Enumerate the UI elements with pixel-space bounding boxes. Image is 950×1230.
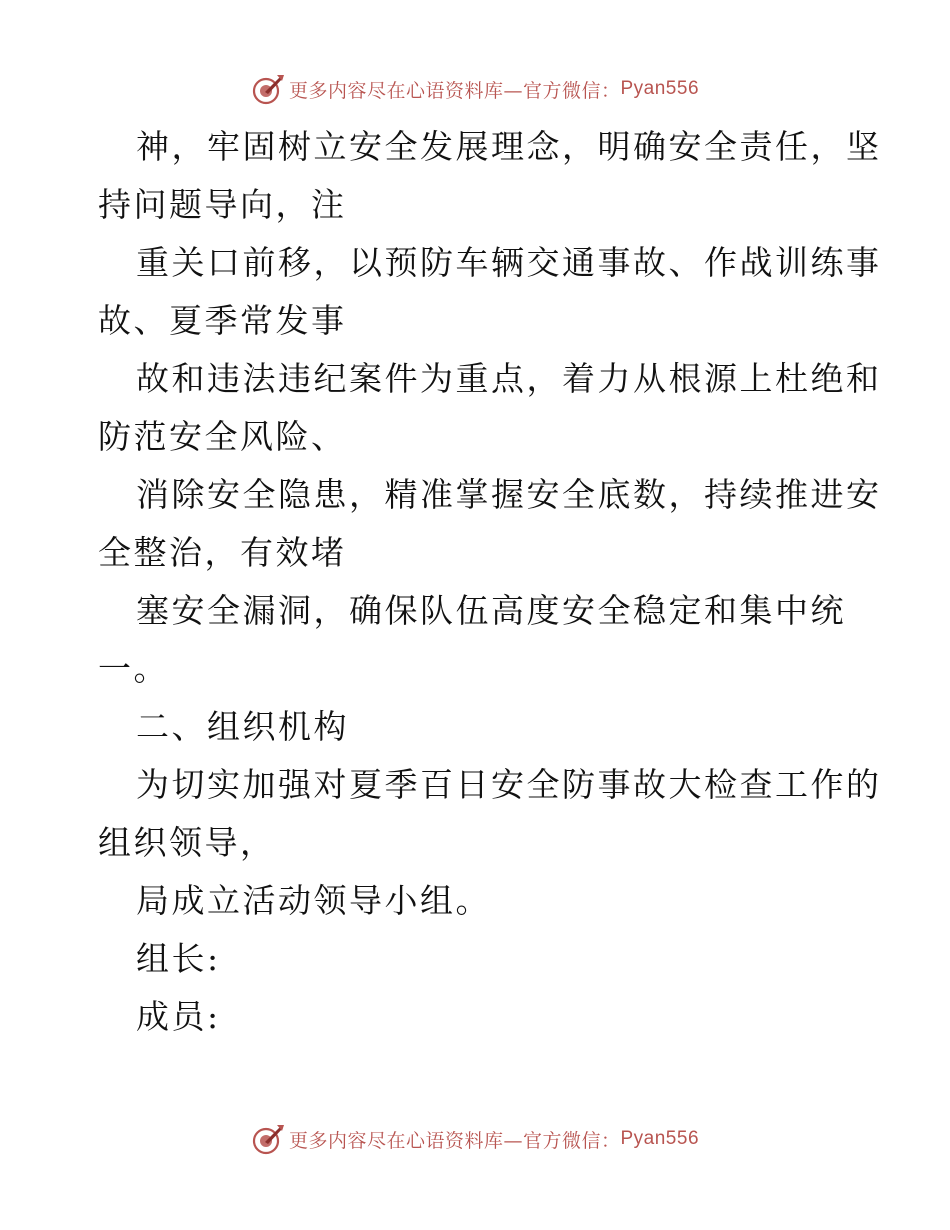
text-line: 全整治，有效堵 bbox=[98, 533, 347, 572]
text-line: 防范安全风险、 bbox=[98, 417, 347, 456]
watermark-wechat-id: Pyan556 bbox=[620, 1128, 700, 1149]
text-line: 神，牢固树立安全发展理念，明确安全责任，坚 bbox=[136, 127, 882, 166]
text-line: 组织领导， bbox=[98, 823, 276, 862]
text-line: 局成立活动领导小组。 bbox=[136, 881, 491, 920]
watermark-wechat-id: Pyan556 bbox=[620, 78, 700, 99]
group-leader-label: 组长: bbox=[136, 939, 221, 978]
text-line: 塞安全漏洞，确保队伍高度安全稳定和集中统 bbox=[136, 591, 846, 630]
text-line: 重关口前移，以预防车辆交通事故、作战训练事 bbox=[136, 243, 882, 282]
watermark-text: 更多内容尽在心语资料库—官方微信： bbox=[288, 79, 621, 102]
group-members-label: 成员: bbox=[136, 997, 221, 1036]
watermark-text: 更多内容尽在心语资料库—官方微信： bbox=[288, 1129, 621, 1152]
text-line: 一。 bbox=[98, 649, 169, 688]
text-line: 消除安全隐患，精准掌握安全底数，持续推进安 bbox=[136, 475, 882, 514]
text-line: 持问题导向，注 bbox=[98, 185, 347, 224]
footer-watermark bbox=[0, 1122, 950, 1156]
document-body bbox=[98, 118, 882, 1046]
section-heading: 二、组织机构 bbox=[136, 707, 349, 746]
quill-logo-icon bbox=[251, 72, 285, 106]
header-watermark bbox=[0, 72, 950, 106]
text-line: 故、夏季常发事 bbox=[98, 301, 347, 340]
quill-logo-icon bbox=[251, 1122, 285, 1156]
text-line: 故和违法违纪案件为重点，着力从根源上杜绝和 bbox=[136, 359, 882, 398]
text-line: 为切实加强对夏季百日安全防事故大检查工作的 bbox=[136, 765, 882, 804]
